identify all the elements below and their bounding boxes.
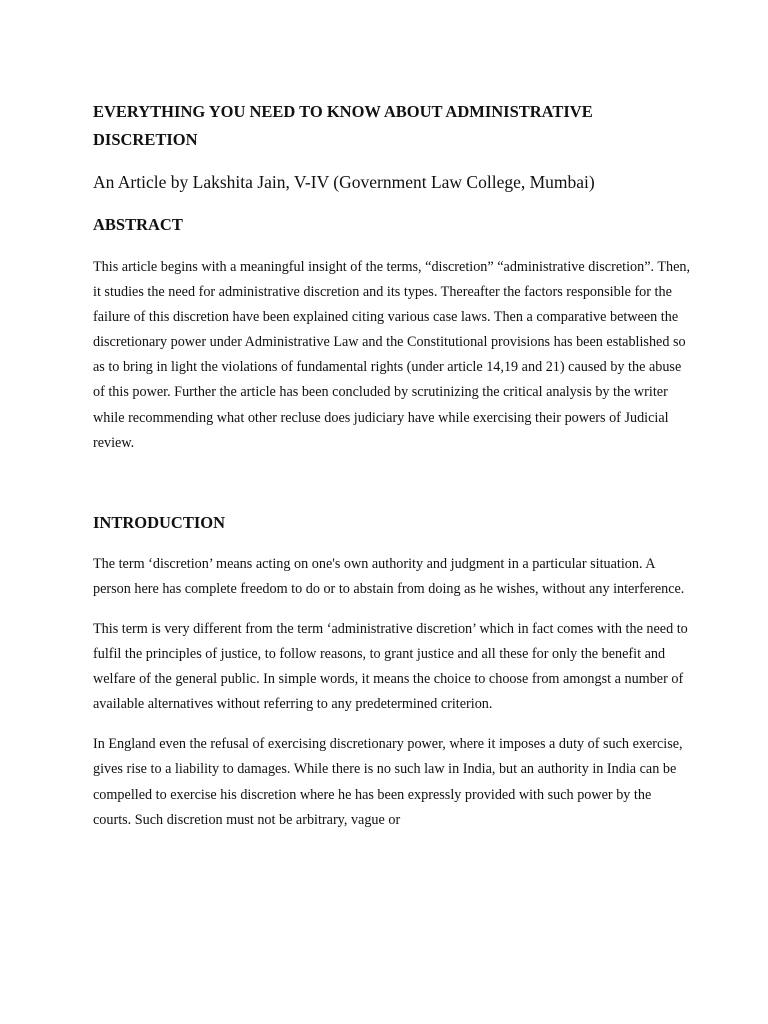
- abstract-paragraph: This article begins with a meaningful insight of the terms, “discretion” “administrative discretion”. Then, it studies the need for administrative discretion and its types. Thereafter the factors responsible for the failure of this discretion have been explained citing various case laws. Then a comparative between the discretionary power under Administrative Law and the Constitutional provisions has been established so as to bring in light the violations of fundamental rights (under article 14,19 and 21) caused by the abuse of this power. Further the article has been concluded by scrutinizing the critical analysis by the writer while recommending what other recluse does judiciary have while exercising their powers of Judicial review.: [93, 259, 691, 451]
- document-page: [93, 98, 693, 833]
- intro-paragraph: The term ‘discretion’ means acting on one's own authority and judgment in a particular situation. A person here has complete freedom to do or to abstain from doing as he wishes, without any interference.: [93, 555, 685, 597]
- intro-paragraph: This term is very different from the term ‘administrative discretion’ which in fact comes with the need to fulfil the principles of justice, to follow reasons, to grant justice and all these for only the benefit and welfare of the general public. In simple words, it means the choice to choose from amongst a number of available alternatives without referring to any predetermined criterion.: [93, 620, 688, 713]
- abstract-heading: ABSTRACT: [93, 215, 183, 234]
- intro-paragraph: In England even the refusal of exercising discretionary power, where it imposes a duty of such exercise, gives rise to a liability to damages. While there is no such law in India, but an authority in India can be compelled to exercise his discretion where he has been expressly provided with such power by the courts. Such discretion must not be arbitrary, vague or: [93, 736, 683, 828]
- article-title: EVERYTHING YOU NEED TO KNOW ABOUT ADMINISTRATIVE DISCRETION: [93, 102, 593, 149]
- article-byline: An Article by Lakshita Jain, V-IV (Government Law College, Mumbai): [93, 172, 595, 192]
- introduction-heading: INTRODUCTION: [93, 512, 226, 532]
